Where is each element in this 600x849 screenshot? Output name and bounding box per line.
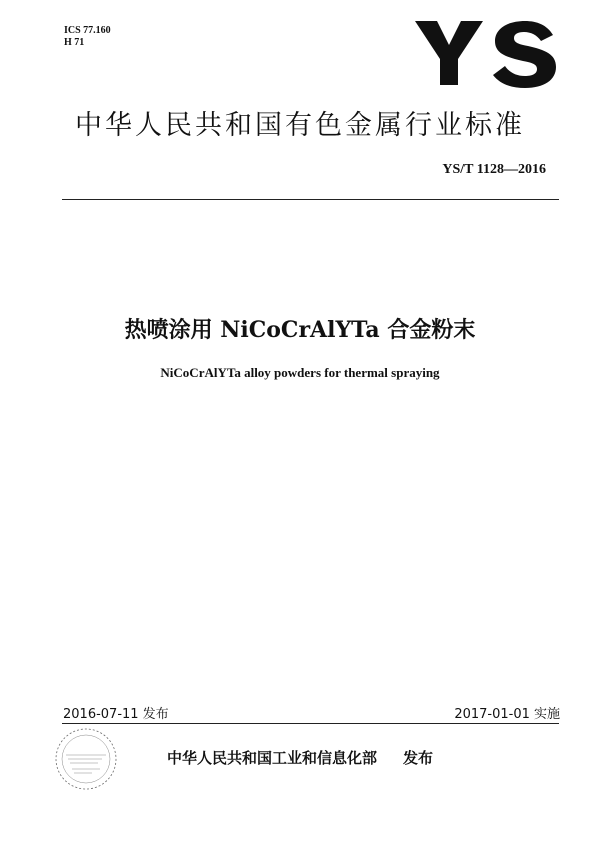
organization-title: 中华人民共和国有色金属行业标准	[75, 110, 525, 141]
standard-number: YS/T 1128—2016	[442, 162, 546, 177]
ccs-code: H 71	[64, 37, 85, 48]
ics-code: ICS 77.160	[64, 25, 111, 36]
implementation-date: 2017-01-01 实施	[454, 707, 560, 722]
top-divider	[62, 199, 559, 200]
ys-logo	[413, 17, 563, 89]
bottom-divider	[62, 723, 559, 724]
document-subtitle: NiCoCrAlYTa alloy powders for thermal spraying	[160, 365, 440, 380]
issuer-action: 发布	[403, 749, 434, 767]
issuing-authority	[0, 747, 600, 768]
document-title: 热喷涂用 NiCoCrAlYTa 合金粉末	[124, 317, 476, 343]
classification-codes	[64, 25, 111, 49]
issuer-name: 中华人民共和国工业和信息化部	[166, 749, 377, 767]
issue-date: 2016-07-11 发布	[63, 707, 169, 722]
